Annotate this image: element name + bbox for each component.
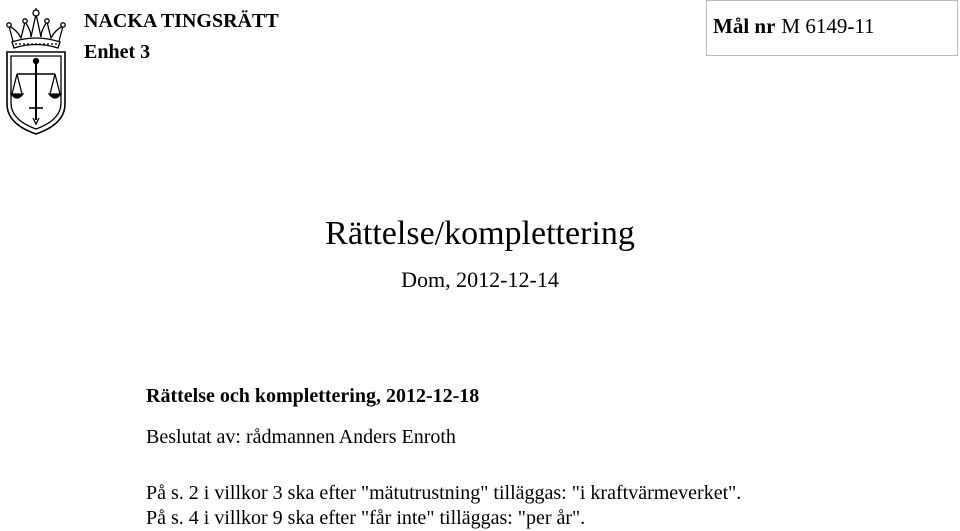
document-subtitle: Dom, 2012-12-14 [401,267,559,292]
case-number-label: Mål nr [713,14,776,38]
court-unit: Enhet 3 [84,41,151,63]
case-number-box [706,0,958,56]
section-heading: Rättelse och komplettering, 2012-12-18 [146,385,480,407]
decided-by-line: Beslutat av: rådmannen Anders Enroth [146,426,456,448]
case-number-value: M 6149-11 [781,14,875,38]
correction-item: På s. 4 i villkor 9 ska efter "får inte" tilläggas: "per år". [146,507,586,529]
document-title: Rättelse/komplettering [325,215,635,252]
correction-item: På s. 2 i villkor 3 ska efter "mätutrustning" tilläggas: "i kraftvärmeverket". [146,482,742,504]
coat-of-arms-icon [3,8,69,136]
court-name: NACKA TINGSRÄTT [84,10,279,32]
